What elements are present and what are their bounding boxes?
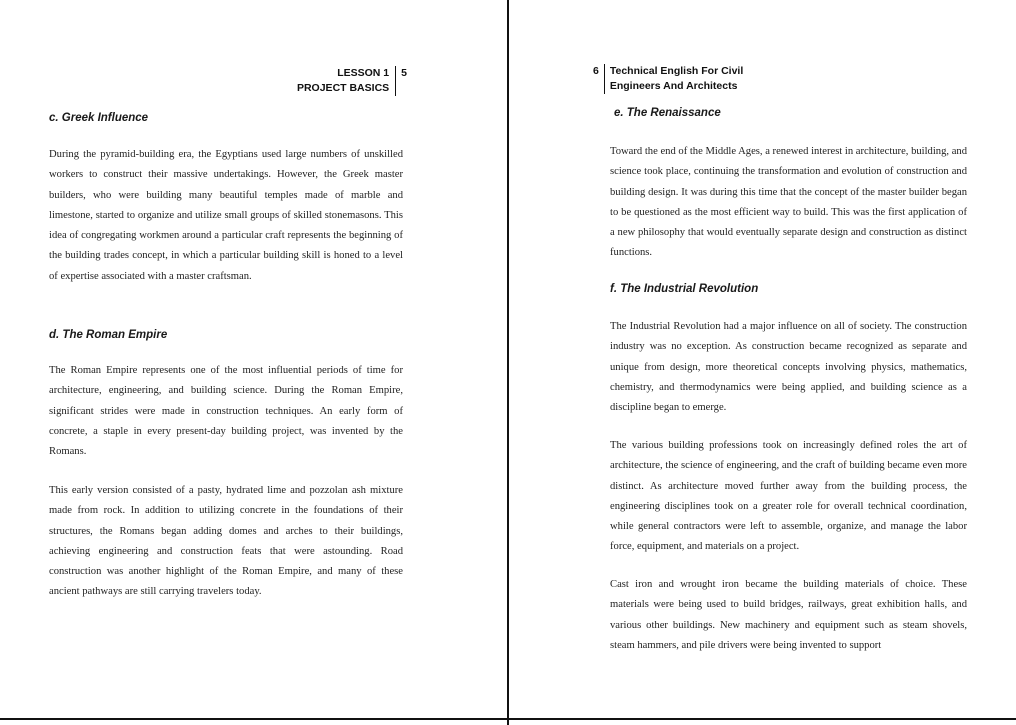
header-text bbox=[604, 64, 743, 94]
page-number: 6 bbox=[593, 65, 599, 77]
right-page bbox=[509, 0, 1016, 718]
paragraph: The various building professions took on increasingly defined roles the art of architecture, the science of engineering, and the craft of building became even more distinct. As architecture moved further away from the building process, the engineering disciplines took on a greater role for overall technical coordination, while general contractors were left to assemble, organize, and manage the labor force, equipment, and materials on a project. bbox=[610, 440, 967, 553]
section-heading: d. The Roman Empire bbox=[49, 329, 168, 341]
paragraph: This early version consisted of a pasty, hydrated lime and pozzolan ash mixture made from rock. In addition to utilizing concrete in the foundations of their structures, the Romans began adding domes and arches to their buildings, achieving engineering and construction feats that were astounding. Road construction was another highlight of the Roman Empire, and many of these ancient pathways are still carrying travelers today. bbox=[49, 485, 403, 598]
section-heading: c. Greek Influence bbox=[49, 112, 149, 124]
bottom-edge-rule bbox=[0, 718, 1016, 720]
paragraph: During the pyramid-building era, the Egyptians used large numbers of unskilled workers to construct their massive undertakings. However, the Greek master builders, who were building many beautiful temples made of marble and limestone, started to organize and utilize small groups of skilled stonemasons. This idea of congregating workmen around a particular craft represents the beginning of the building trades concept, in which a particular building skill is honed to a level of expertise associated with a master craftsman. bbox=[49, 149, 403, 282]
paragraph: The Industrial Revolution had a major influence on all of society. The construction industry was no exception. As construction became recognized as separate and unique from design, more theoretical concepts involving physics, mathematics, chemistry, and thermodynamics were being applied, and building science as a discipline began to emerge. bbox=[610, 321, 967, 414]
section-heading: f. The Industrial Revolution bbox=[610, 283, 759, 295]
header-book-title-line2: Engineers And Architects bbox=[609, 80, 738, 92]
section-heading: e. The Renaissance bbox=[614, 107, 721, 119]
header-text bbox=[297, 66, 396, 96]
running-header bbox=[593, 64, 743, 94]
paragraph: Toward the end of the Middle Ages, a renewed interest in architecture, building, and science took place, continuing the transformation and evolution of construction and building design. It was during this time that the concept of the master builder began to be questioned as the most efficient way to build. This was the first application of a new philosophy that would eventually separate design and construction as distinct functions. bbox=[610, 146, 967, 259]
header-book-title-line1: Technical English For Civil bbox=[609, 65, 744, 77]
header-title: PROJECT BASICS bbox=[296, 82, 390, 94]
left-page bbox=[0, 0, 507, 718]
paragraph: Cast iron and wrought iron became the building materials of choice. These materials were being used to build bridges, railways, great exhibition halls, and various other buildings. New machinery and equipment such as steam shovels, steam hammers, and pile drivers were being invented to support bbox=[610, 579, 967, 651]
page-number: 5 bbox=[401, 67, 407, 79]
running-header bbox=[297, 66, 407, 96]
paragraph: The Roman Empire represents one of the most influential periods of time for architecture, engineering, and building science. During the Roman Empire, significant strides were made in construction techniques. An early form of concrete, a staple in every present-day building project, was invented by the Romans. bbox=[49, 365, 403, 458]
header-lesson: LESSON 1 bbox=[337, 67, 390, 79]
